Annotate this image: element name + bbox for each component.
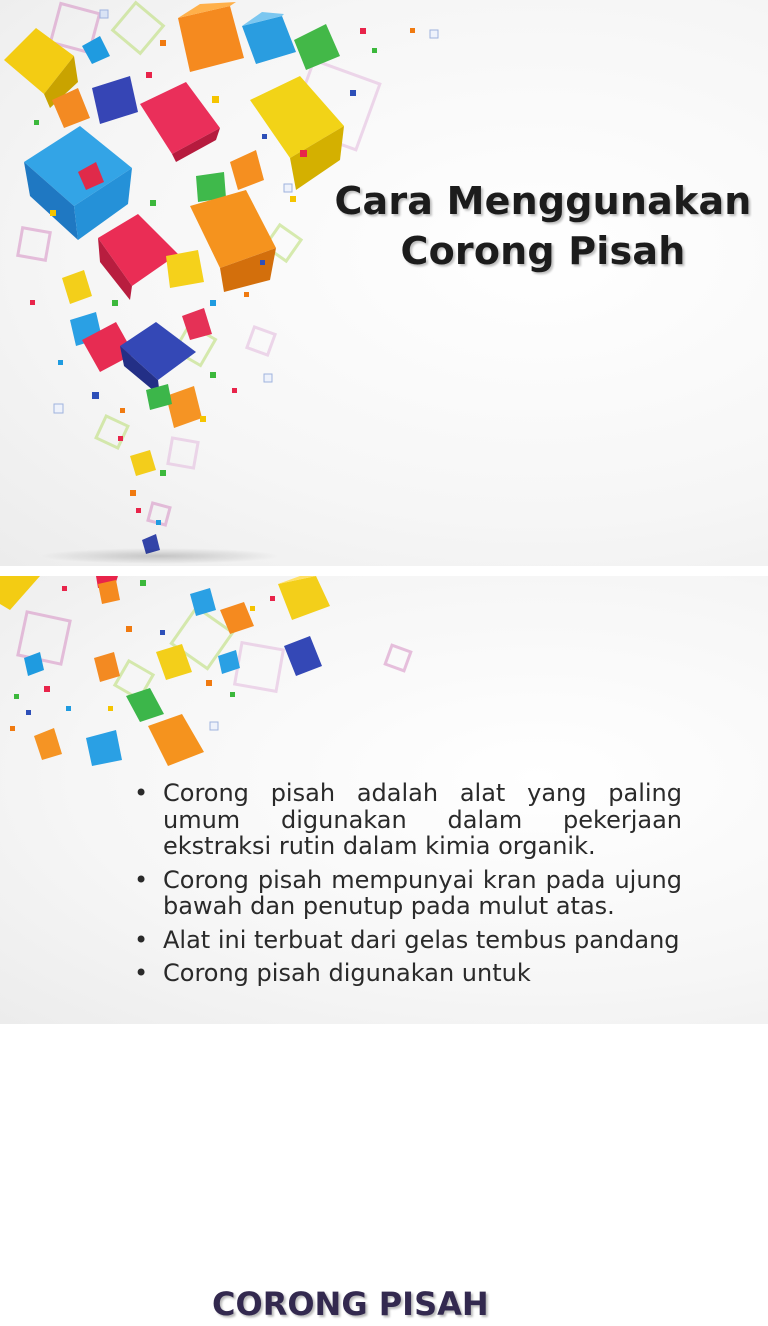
- slide-title: [318, 176, 768, 276]
- bullet-item: • Corong pisah mempunyai kran pada ujung bawah dan penutup pada mulut atas.: [134, 867, 682, 920]
- bullet-item: • Corong pisah adalah alat yang paling umum digunakan dalam pekerjaan ekstraksi rutin dalam kimia organik.: [134, 780, 682, 860]
- cubes-shadow: [40, 548, 280, 564]
- title-line-1: Cara Menggunakan: [334, 179, 752, 223]
- colorful-cubes-illustration: [0, 576, 430, 776]
- bullet-item: • Alat ini terbuat dari gelas tembus pandang: [134, 927, 682, 954]
- title-line-2: Corong Pisah: [400, 229, 686, 273]
- bullet-list: [134, 780, 682, 994]
- title-slide: [0, 0, 768, 566]
- slide-heading: CORONG PISAH: [212, 1285, 489, 1323]
- colorful-cubes-illustration: [0, 0, 440, 566]
- bullet-item: • Corong pisah digunakan untuk: [134, 960, 682, 987]
